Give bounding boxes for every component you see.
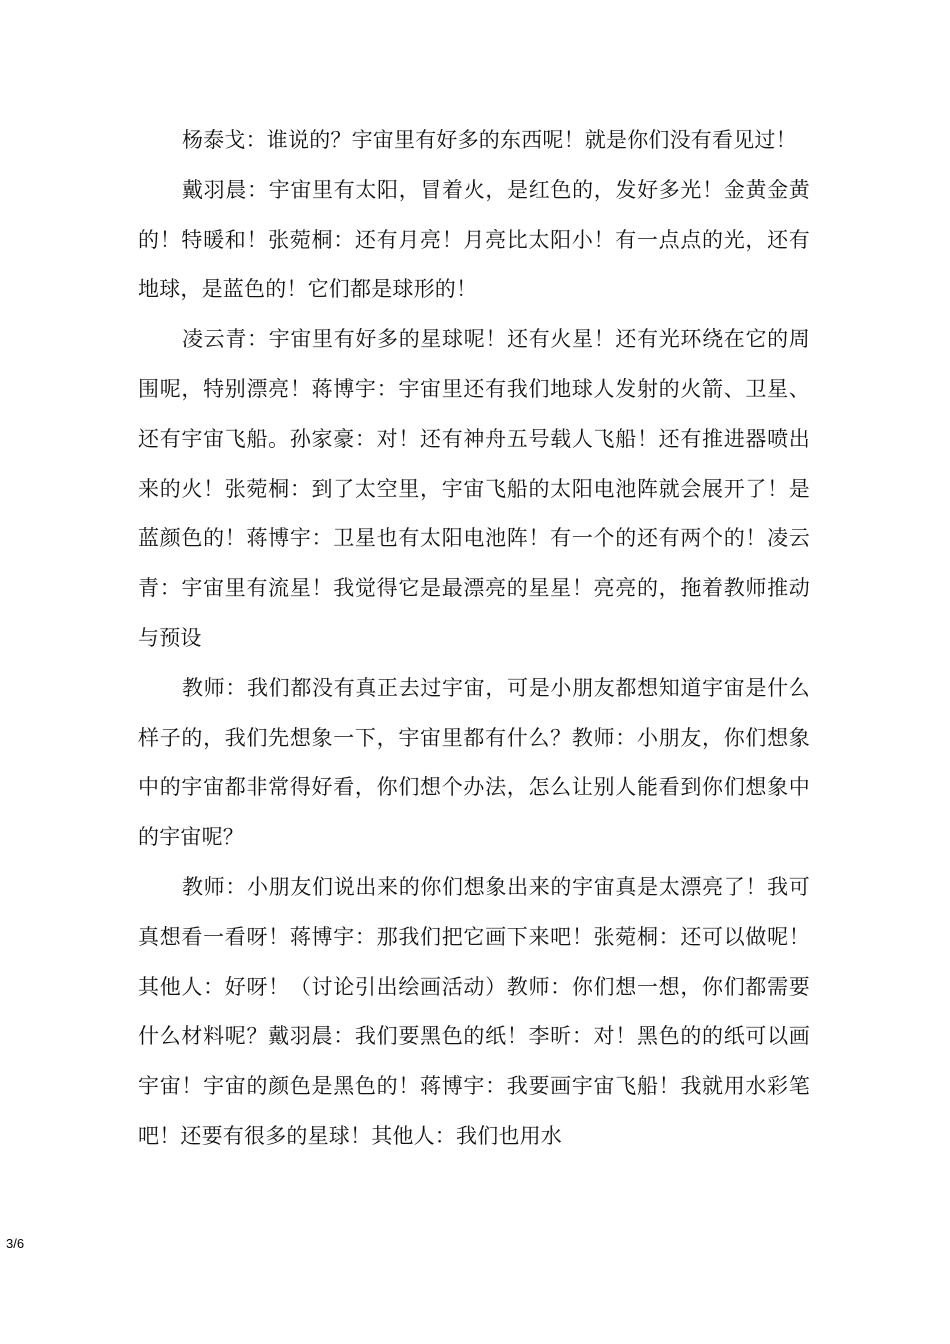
document-body	[138, 116, 810, 1162]
paragraph-5: 教师：小朋友们说出来的你们想象出来的宇宙真是太漂亮了！我可真想看一看呀！蒋博宇：那我们把它画下来吧！张菀桐：还可以做呢！其他人：好呀！（讨论引出绘画活动）教师：你们想一想，你们都需要什么材料呢？戴羽晨：我们要黑色的纸！李昕：对！黑色的的纸可以画宇宙！宇宙的颜色是黑色的！蒋博宇：我要画宇宙飞船！我就用水彩笔吧！还要有很多的星球！其他人：我们也用水	[138, 874, 810, 1148]
paragraph-2: 戴羽晨：宇宙里有太阳，冒着火，是红色的，发好多光！金黄金黄的！特暖和！张菀桐：还有月亮！月亮比太阳小！有一点点的光，还有地球，是蓝色的！它们都是球形的！	[138, 177, 810, 302]
paragraph-4: 教师：我们都没有真正去过宇宙，可是小朋友都想知道宇宙是什么样子的，我们先想象一下，宇宙里都有什么？教师：小朋友，你们想象中的宇宙都非常得好看，你们想个办法，怎么让别人能看到你们想象中的宇宙呢？	[138, 675, 810, 850]
paragraph-3: 凌云青：宇宙里有好多的星球呢！还有火星！还有光环绕在它的周围呢，特别漂亮！蒋博宇：宇宙里还有我们地球人发射的火箭、卫星、还有宇宙飞船。孙家豪：对！还有神舟五号载人飞船！还有推进器喷出来的火！张菀桐：到了太空里，宇宙飞船的太阳电池阵就会展开了！是蓝颜色的！蒋博宇：卫星也有太阳电池阵！有一个的还有两个的！凌云青：宇宙里有流星！我觉得它是最漂亮的星星！亮亮的，拖着教师推动与预设	[138, 327, 810, 650]
page-number: 3/6	[6, 1236, 25, 1251]
paragraph-1: 杨泰戈：谁说的？宇宙里有好多的东西呢！就是你们没有看见过！	[182, 128, 797, 152]
